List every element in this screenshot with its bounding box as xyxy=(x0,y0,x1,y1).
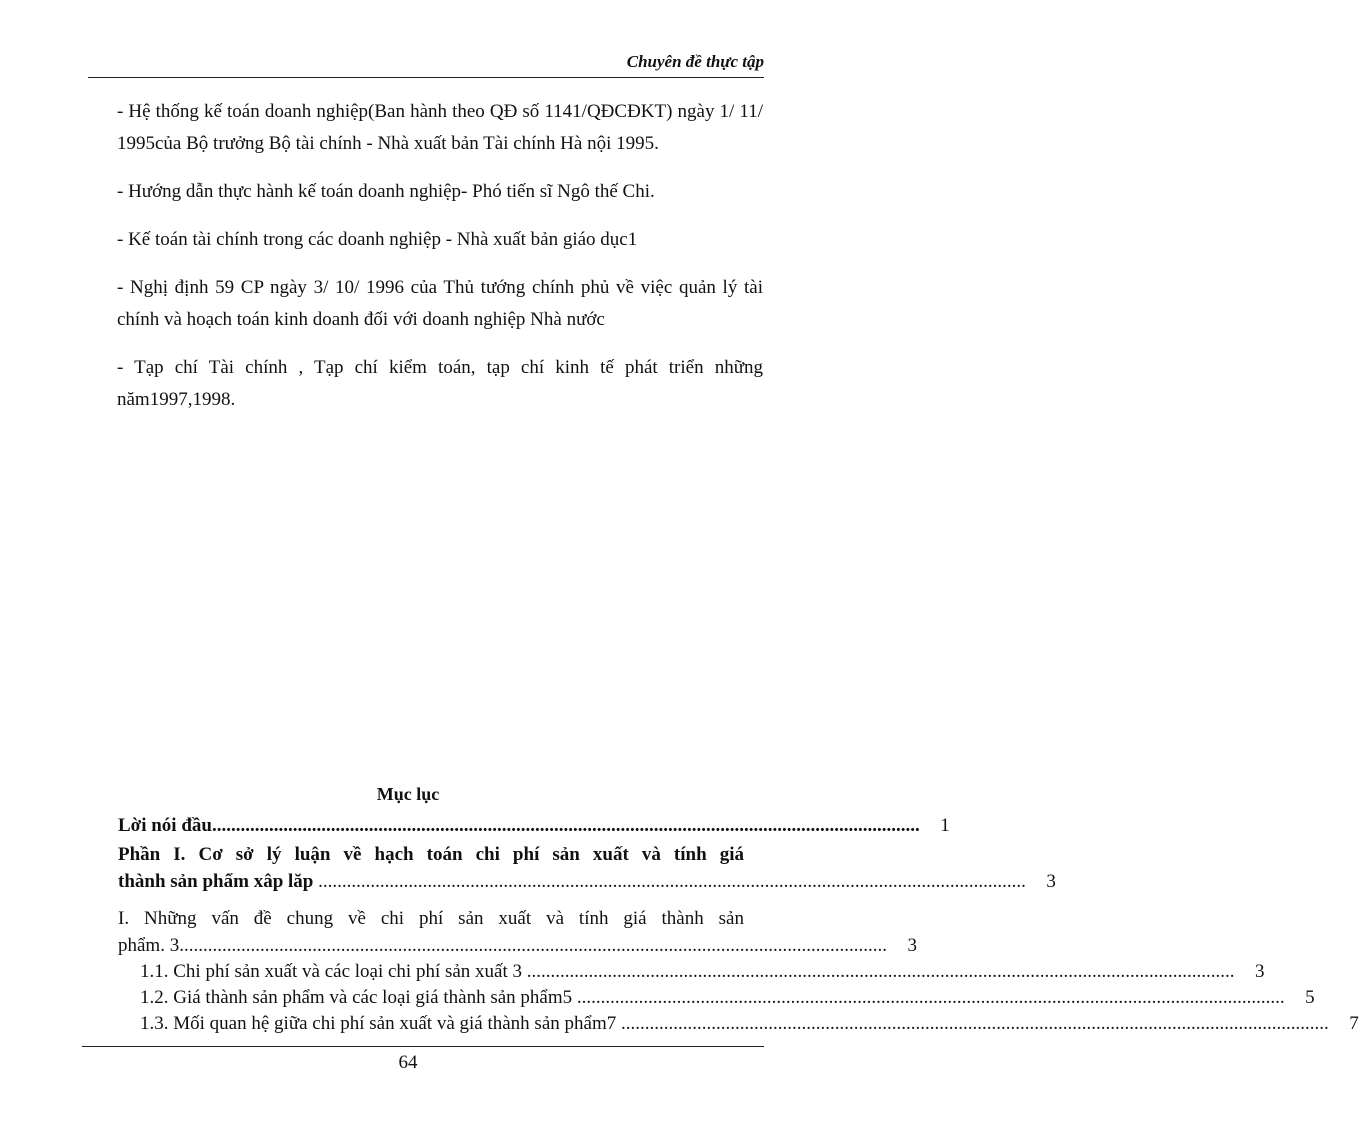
toc-entry xyxy=(118,904,917,958)
toc-entry xyxy=(118,840,1056,894)
header-title: Chuyên đề thực tập xyxy=(626,52,764,71)
toc-entry xyxy=(118,814,950,838)
toc-entry-text: 1.1. Chi phí sản xuất và các loại chi phí sản xuất 3 ..................................................................................................................................................... xyxy=(140,961,1235,982)
toc-entry-text: 1.3. Mối quan hệ giữa chi phí sản xuất và giá thành sản phẩm7 ..................................................................................................................................................... xyxy=(140,1013,1329,1034)
toc-entry-page: 3 xyxy=(1046,871,1056,892)
toc-entry-text: 1.2. Giá thành sản phẩm và các loại giá thành sản phẩm5 ..................................................................................................................................................... xyxy=(140,987,1285,1008)
reference-item: - Hệ thống kế toán doanh nghiệp(Ban hành theo QĐ số 1141/QĐCĐKT) ngày 1/ 11/ 1995của Bộ trưởng Bộ tài chính - Nhà xuất bản Tài chính Hà nội 1995. xyxy=(117,101,763,154)
toc-entry-page: 7 xyxy=(1349,1013,1359,1034)
toc-entry-line: Phần I. Cơ sở lý luận về hạch toán chi phí sản xuất và tính giá xyxy=(118,844,744,865)
page-number: 64 xyxy=(398,1052,418,1073)
toc-title: Mục lục xyxy=(376,784,440,804)
toc-entry-text: phẩm. 3..................................................................................................................................................... xyxy=(118,935,887,956)
toc-entry xyxy=(118,960,1265,984)
toc-entry xyxy=(118,1012,1359,1036)
toc-entry-page: 3 xyxy=(907,935,917,956)
references-list xyxy=(117,96,763,432)
footer-divider xyxy=(82,1046,764,1047)
toc-entry-line: I. Những vấn đề chung về chi phí sản xuất và tính giá thành sản xyxy=(118,908,744,929)
toc-entry xyxy=(118,986,1315,1010)
reference-item: - Tạp chí Tài chính , Tạp chí kiểm toán, tạp chí kinh tế phát triển những năm1997,1998. xyxy=(117,357,763,410)
toc-entry-text: Lời nói đầu..................................................................................................................................................... xyxy=(118,815,920,836)
table-of-contents xyxy=(118,814,1359,1038)
toc-entry-page: 1 xyxy=(940,815,950,836)
header-divider xyxy=(88,77,764,78)
toc-entry-page: 3 xyxy=(1255,961,1265,982)
reference-item: - Nghị định 59 CP ngày 3/ 10/ 1996 của Thủ tướng chính phủ về việc quản lý tài chính và hoạch toán kinh doanh đối với doanh nghiệp Nhà nước xyxy=(117,277,763,330)
toc-entry-page: 5 xyxy=(1305,987,1315,1008)
reference-item: - Kế toán tài chính trong các doanh nghiệp - Nhà xuất bản giáo dục1 xyxy=(117,229,638,250)
toc-entry-text: thành sản phẩm xâp lăp ..................................................................................................................................................... xyxy=(118,871,1026,892)
reference-item: - Hướng dẫn thực hành kế toán doanh nghiệp- Phó tiến sĩ Ngô thế Chi. xyxy=(117,181,655,202)
